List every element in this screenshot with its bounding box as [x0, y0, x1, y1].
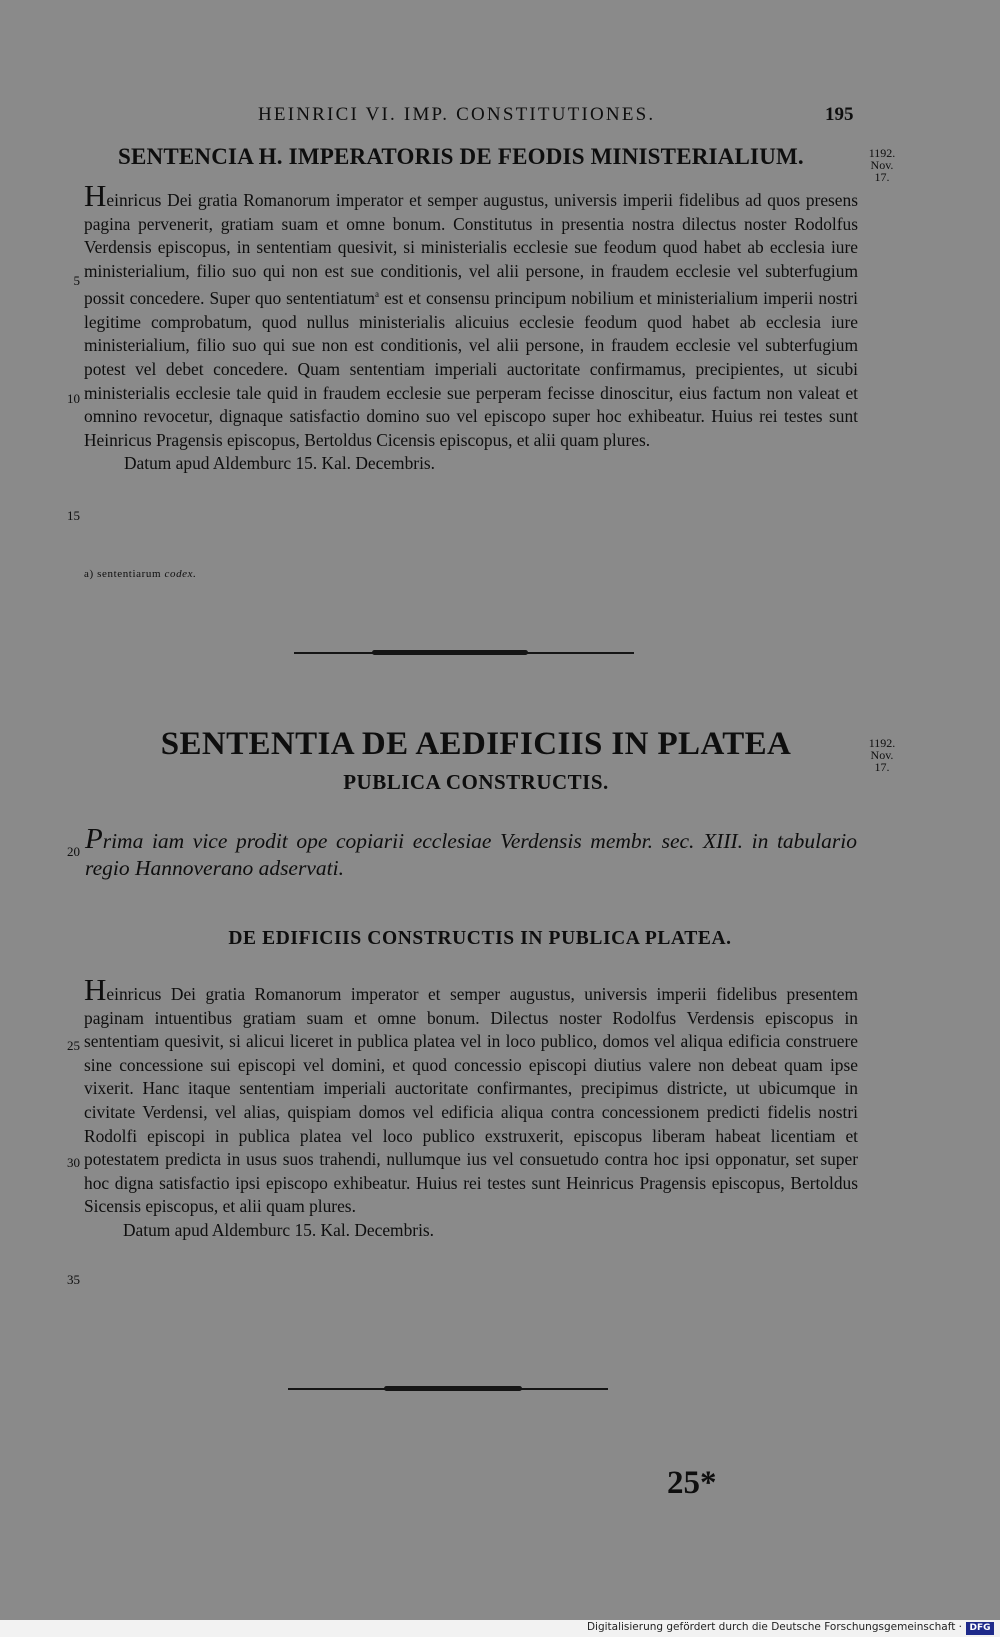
line-number: 25 — [67, 1038, 80, 1053]
section2-date-note — [860, 737, 904, 773]
line-number: 15 — [67, 508, 80, 523]
footnote — [84, 568, 196, 580]
line-number: 20 — [67, 844, 80, 859]
section1-text: einricus Dei gratia Romanorum imperator et semper augustus, universis imperii fidelibus ad quos presens pagina pervenerit, gratiam suam et omne bonum. Constitutus in presentia nostra dilectus noster Rodolfus Verdensis episcopus, in sententiam quesivit, si ministerialis ecclesie sue feodum quod habet ab ecclesia iure ministerialium, filio suo qui non est sue conditionis, vel alii persone, in fraudem ecclesie vel subterfugium possit concedere. Super quo sententiatum — [84, 190, 858, 309]
section2-subtitle: PUBLICA CONSTRUCTIS. — [343, 770, 609, 794]
line-number: 10 — [67, 391, 80, 406]
edition-note-text: rima iam vice prodit ope copiarii ecclesiae Verdensis membr. sec. XIII. in tabulario regio Hannoverano adservati. — [85, 829, 857, 880]
page-number: 195 — [825, 104, 854, 125]
line-number: 35 — [67, 1272, 80, 1287]
section1-body — [84, 178, 859, 476]
line-number: 5 — [73, 273, 80, 288]
section2-body — [84, 972, 858, 1243]
section1-dated: Datum apud Aldemburc 15. Kal. Decembris. — [124, 453, 436, 474]
footnote-label: a) — [84, 568, 94, 580]
section1-date-note — [860, 147, 904, 183]
date-year: 1192. — [868, 736, 896, 750]
date-month: Nov. — [870, 748, 894, 762]
drop-capital: H — [84, 178, 107, 213]
section2-text: einricus Dei gratia Romanorum imperator et semper augustus, universis imperii fidelibus presentem paginam intuentibus gratiam suam et omne bonum. Dilectus noster Rodolfus Verdensis episcopus in sententiam quesivit, si alicui liceret in publica platea vel in loco publico, domos vel aliqua edificia construere sine concessione sui episcopi vel domini, et quod concessio episcopi diutius valere non debeat quam ipse vixerit. Hanc itaque sententiam imperiali auctoritate confirmantes, precipimus districte, ut ubicumque in civitate Verdensi, vel alias, quispiam domos vel edificia aliqua contra concessionem predicti fidelis nostri Rodolfi episcopi in publica platea vel loco publico exstruxerit, episcopus liberam habeat licentiam et potestatem predicta in usus suos trahendi, nullumque ius vel consuetudo contra hoc ipsi opponatur, set super hoc digna satisfactio ipsi episcopo exhibeatur. Huius rei testes sunt Heinricus Pragensis episcopus, Bertoldus Sicensis episcopus, et alii quam plures. — [84, 984, 858, 1217]
footnote-italic: codex. — [164, 568, 197, 580]
section2-dated: Datum apud Aldemburc 15. Kal. Decembris. — [123, 1219, 435, 1240]
date-year: 1192. — [868, 146, 896, 160]
edition-note-initial: P — [85, 823, 103, 855]
signature-mark: 25* — [667, 1465, 717, 1501]
section1-title: SENTENCIA H. IMPERATORIS DE FEODIS MINISTERIALIUM. — [118, 144, 804, 169]
footer-credit: Digitalisierung gefördert durch die Deutsche Forschungsgemeinschaft · — [586, 1621, 962, 1633]
document-heading: DE EDIFICIIS CONSTRUCTIS IN PUBLICA PLATEA. — [228, 928, 732, 949]
separator-rule-center — [384, 1386, 522, 1391]
dfg-logo: DFG — [966, 1622, 994, 1635]
section2-title: SENTENTIA DE AEDIFICIIS IN PLATEA — [160, 726, 792, 762]
date-day: 17. — [874, 760, 890, 774]
separator-rule-center — [372, 650, 528, 655]
edition-note — [85, 823, 857, 882]
date-day: 17. — [874, 170, 890, 184]
line-number: 30 — [67, 1155, 80, 1170]
date-month: Nov. — [870, 158, 894, 172]
footnote-marker: a — [375, 289, 380, 300]
drop-capital: H — [84, 972, 107, 1007]
section1-text-continued: est et consensu principum nobilium et ministerialium imperii nostri legitime comprobatum, quod nullus ministerialis alicuius ecclesie feodum quod habet ab ecclesia iure ministerialium, filio suo qui sue non est conditionis, vel alii persone, in fraudem ecclesie vel subterfugium potest vel debet concedere. Quam sententiam imperiali auctoritate confirmamus, precipientes, ut sicubi ministerialis ecclesie tale quid in fraudem ecclesie sue perperam fecisse dinoscitur, eius factum non valeat et omnino revocetur, dignaque satisfactio domino suo vel episcopo super hoc exhibeatur. Huius rei testes sunt Heinricus Pragensis episcopus, Bertoldus Cicensis episcopus, et alii quam plures. — [84, 288, 859, 450]
footnote-text: sententiarum — [97, 568, 162, 580]
running-title: HEINRICI VI. IMP. CONSTITUTIONES. — [258, 104, 656, 125]
